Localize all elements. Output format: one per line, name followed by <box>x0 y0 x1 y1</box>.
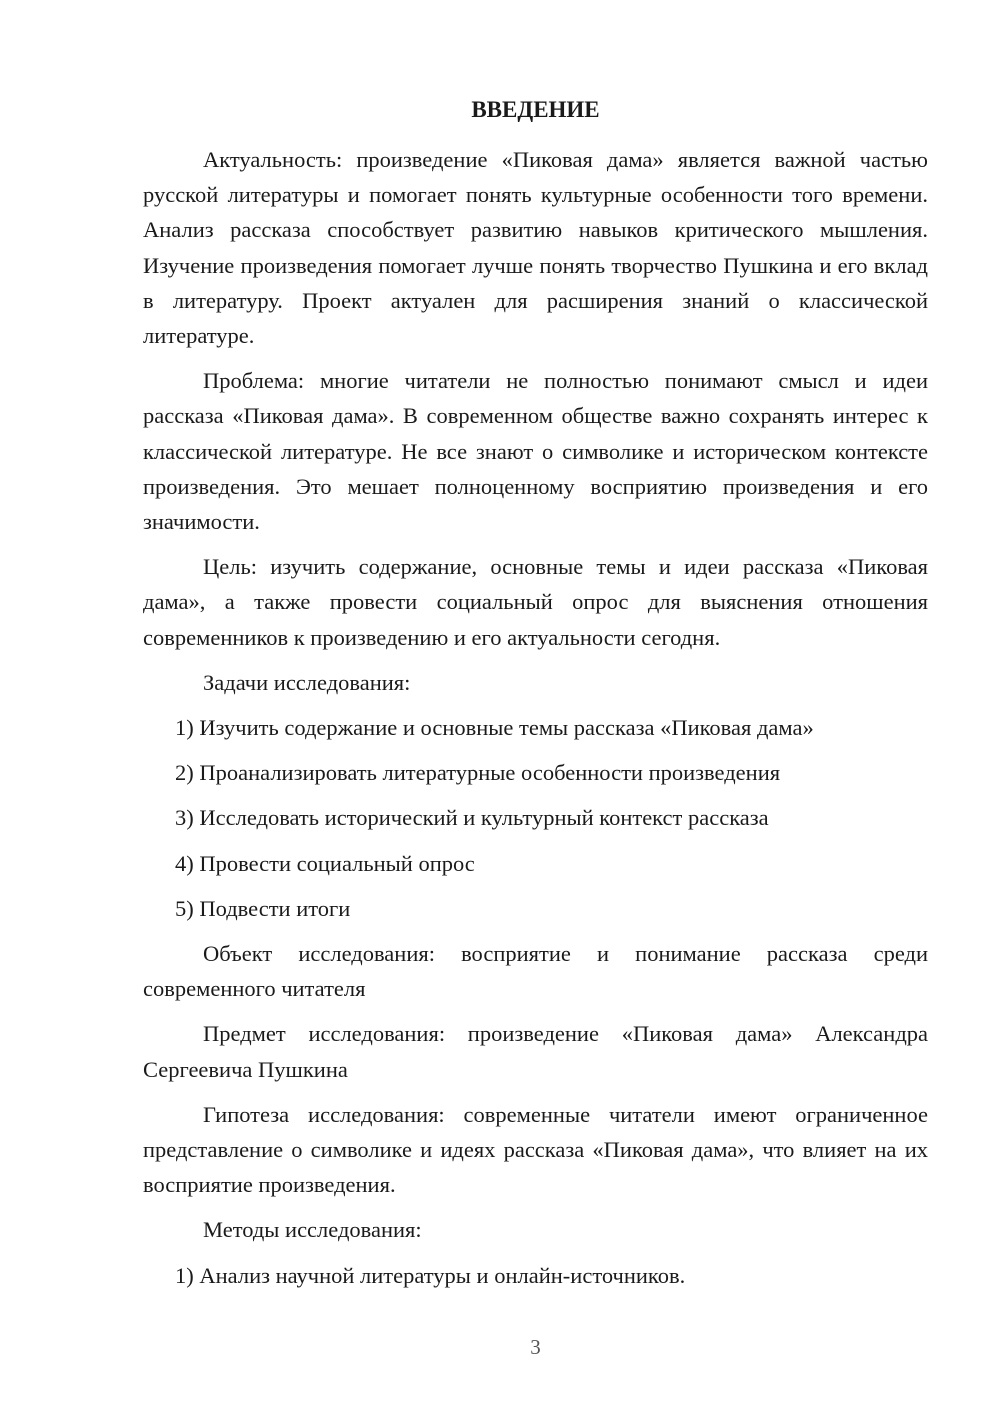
section-title: ВВЕДЕНИЕ <box>471 97 600 122</box>
relevance-paragraph: Актуальность: произведение «Пиковая дама» является важной частью русской литературы и помогает понять культурные особенности того времени. Анализ рассказа способствует развитию навыков критического мышления. Изучение произведения помогает лучше понять творчество Пушкина и его вклад в литературу. Проект актуален для расширения знаний о классической литературе. <box>143 147 928 349</box>
methods-heading: Методы исследования: <box>203 1217 422 1243</box>
method-list-item: 1) Анализ научной литературы и онлайн-источников. <box>175 1262 686 1288</box>
problem-paragraph: Проблема: многие читатели не полностью понимают смысл и идеи рассказа «Пиковая дама». В современном обществе важно сохранять интерес к классической литературе. Не все знают о символике и историческом контексте произведения. Это мешает полноценному восприятию произведения и его значимости. <box>143 368 928 535</box>
document-body <box>143 142 928 1303</box>
task-list-item: 1) Изучить содержание и основные темы рассказа «Пиковая дама» <box>175 715 814 741</box>
task-list-item: 4) Провести социальный опрос <box>175 850 475 876</box>
task-list-item: 2) Проанализировать литературные особенности произведения <box>175 760 781 786</box>
page-number: 3 <box>530 1335 541 1359</box>
task-list-item: 5) Подвести итоги <box>175 895 351 921</box>
subject-paragraph: Предмет исследования: произведение «Пиковая дама» Александра Сергеевича Пушкина <box>143 1021 928 1082</box>
object-paragraph: Объект исследования: восприятие и понимание рассказа среди современного читателя <box>143 941 928 1002</box>
tasks-heading: Задачи исследования: <box>203 669 411 695</box>
goal-paragraph: Цель: изучить содержание, основные темы и идеи рассказа «Пиковая дама», а также провести социальный опрос для выяснения отношения современников к произведению и его актуальности сегодня. <box>143 554 928 650</box>
document-page <box>143 0 928 1414</box>
hypothesis-paragraph: Гипотеза исследования: современные читатели имеют ограниченное представление о символике и идеях рассказа «Пиковая дама», что влияет на их восприятие произведения. <box>143 1101 928 1198</box>
task-list-item: 3) Исследовать исторический и культурный контекст рассказа <box>175 805 769 831</box>
